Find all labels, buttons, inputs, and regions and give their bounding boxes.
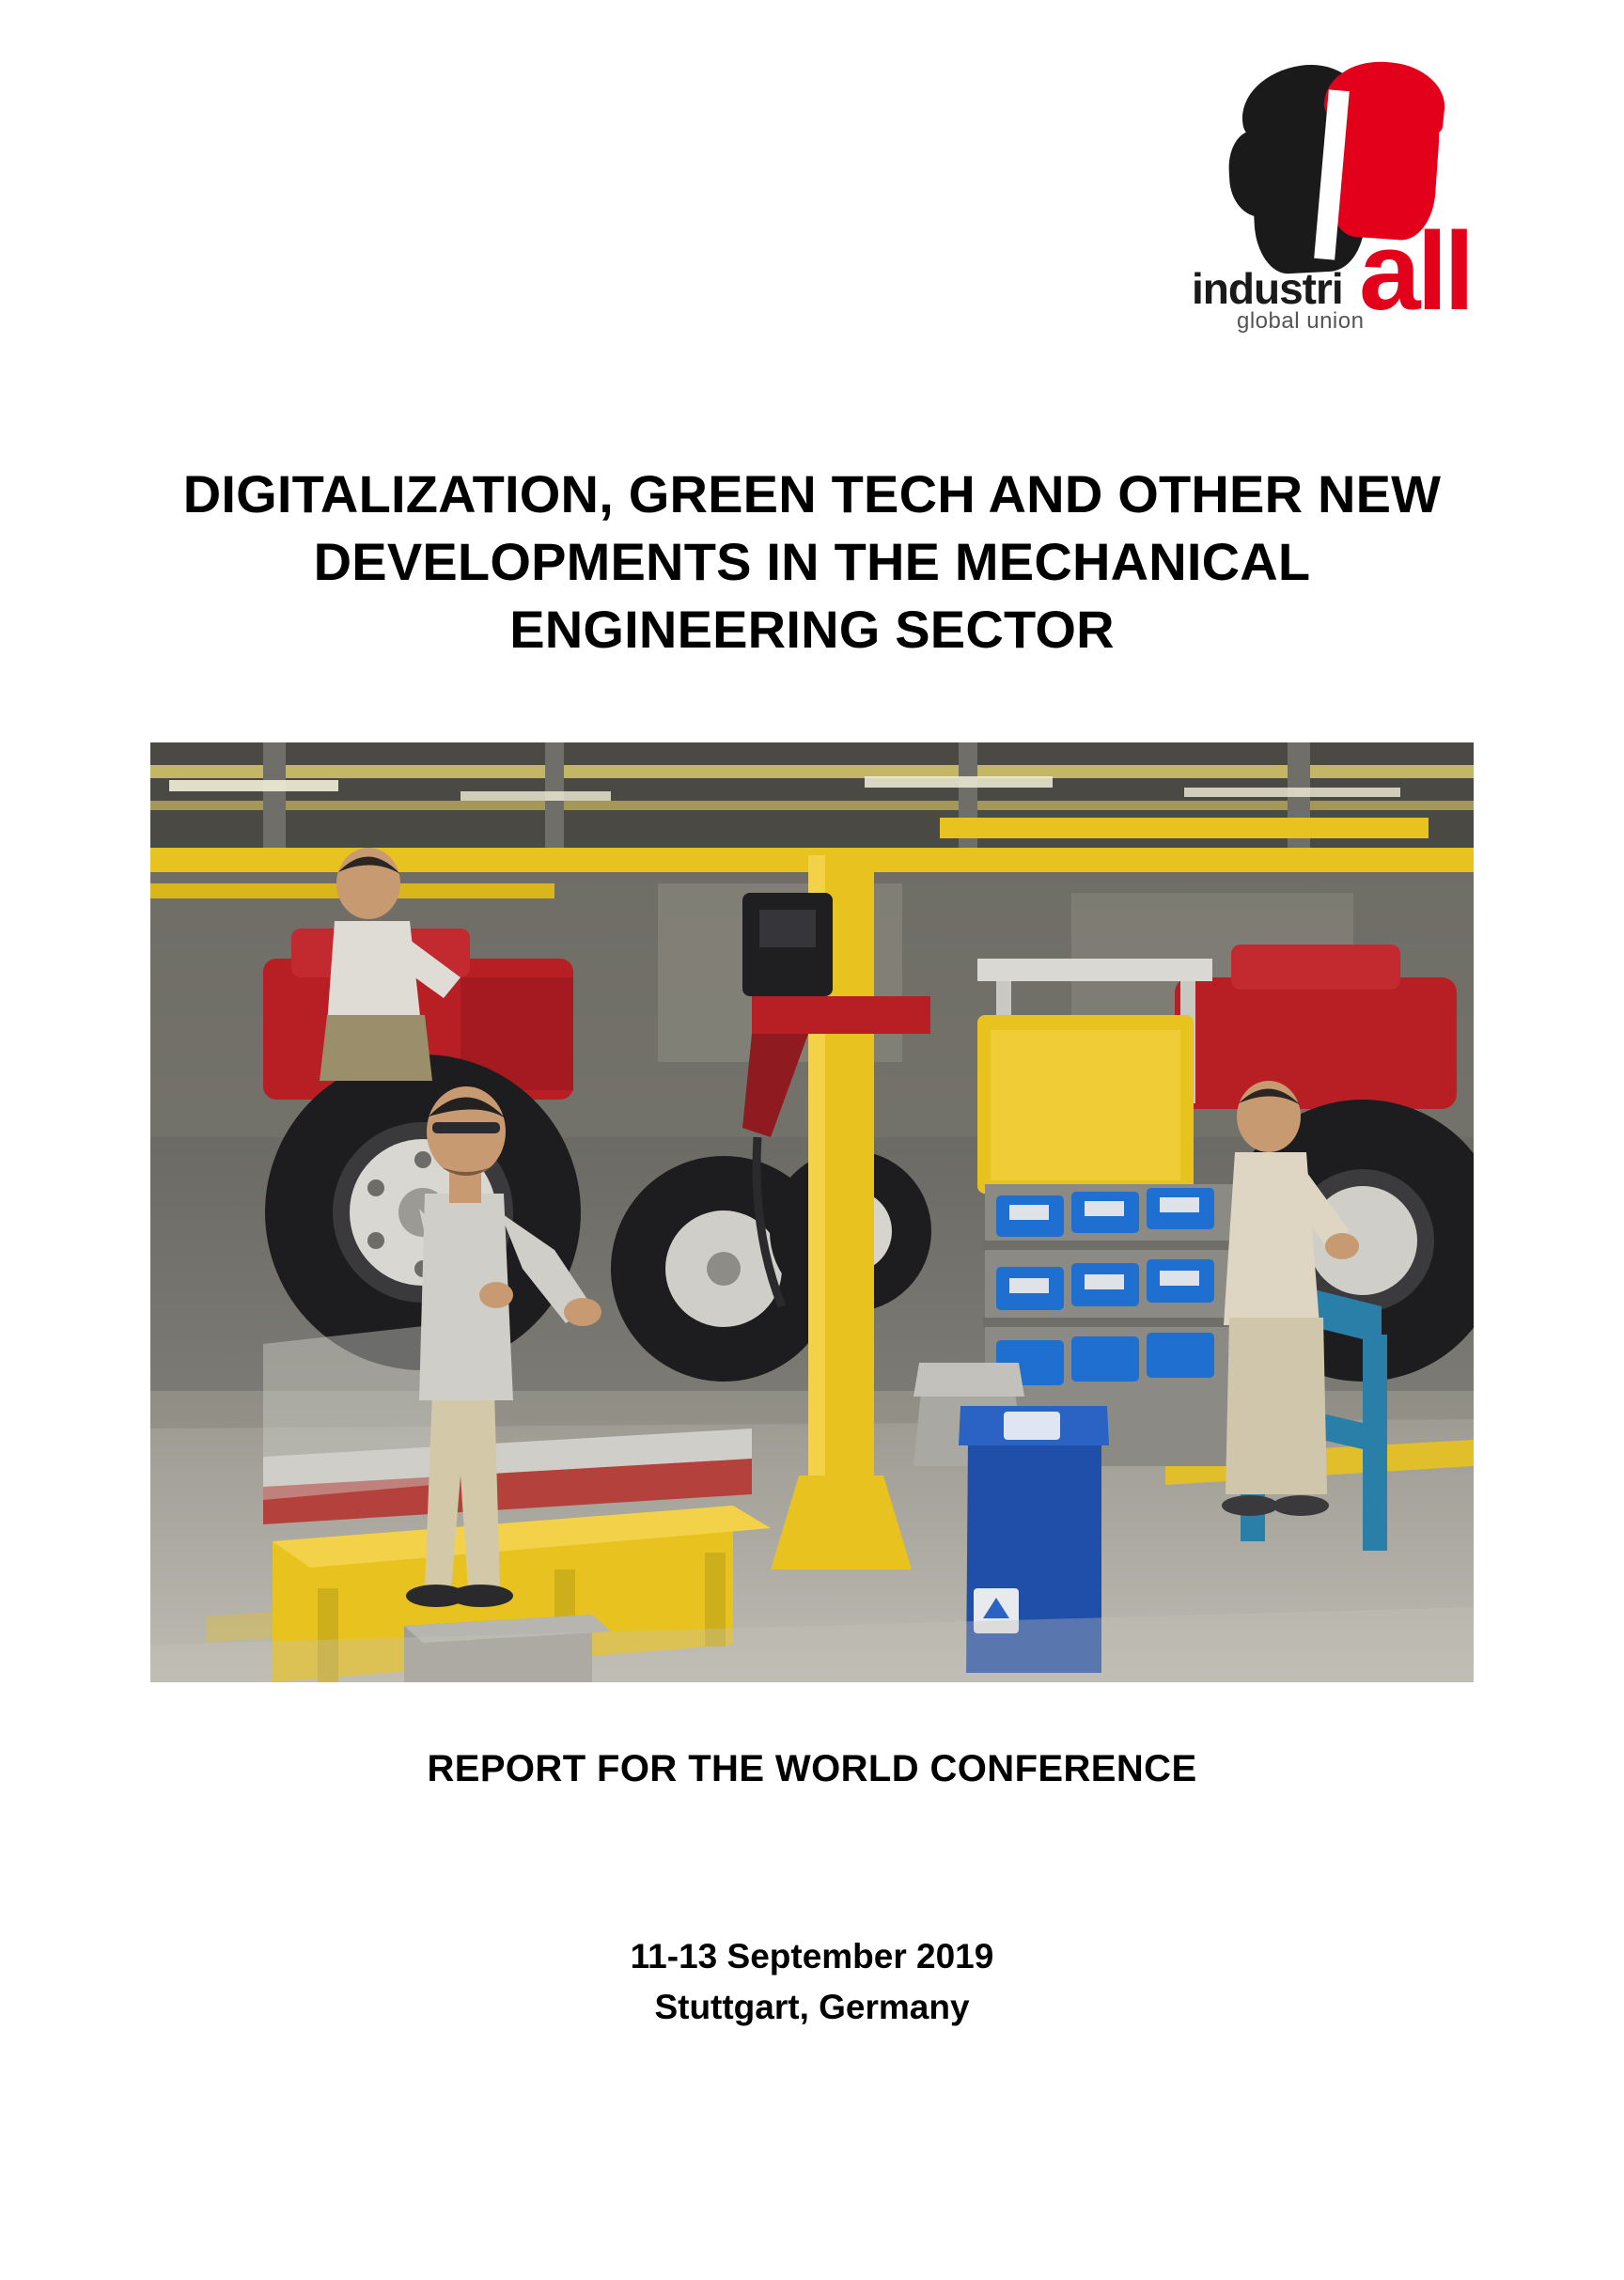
logo-word-global-union: global union xyxy=(1237,308,1365,334)
page-title: DIGITALIZATION, GREEN TECH AND OTHER NEW DEVELOPMENTS IN THE MECHANICAL ENGINEERING SECTOR xyxy=(182,464,1442,659)
factory-floor-illustration xyxy=(150,742,1474,1682)
conference-date-location xyxy=(154,1931,1470,2033)
cover-photo xyxy=(150,742,1474,1682)
conference-location: Stuttgart, Germany xyxy=(654,1988,970,2026)
industriall-logo xyxy=(1184,66,1504,376)
logo-word-industri: industri xyxy=(1192,264,1343,313)
report-subtitle: REPORT FOR THE WORLD CONFERENCE xyxy=(427,1748,1197,1789)
logo-wordmark xyxy=(1184,210,1504,363)
conference-date: 11-13 September 2019 xyxy=(630,1937,994,1975)
logo-word-all: all xyxy=(1359,210,1472,334)
